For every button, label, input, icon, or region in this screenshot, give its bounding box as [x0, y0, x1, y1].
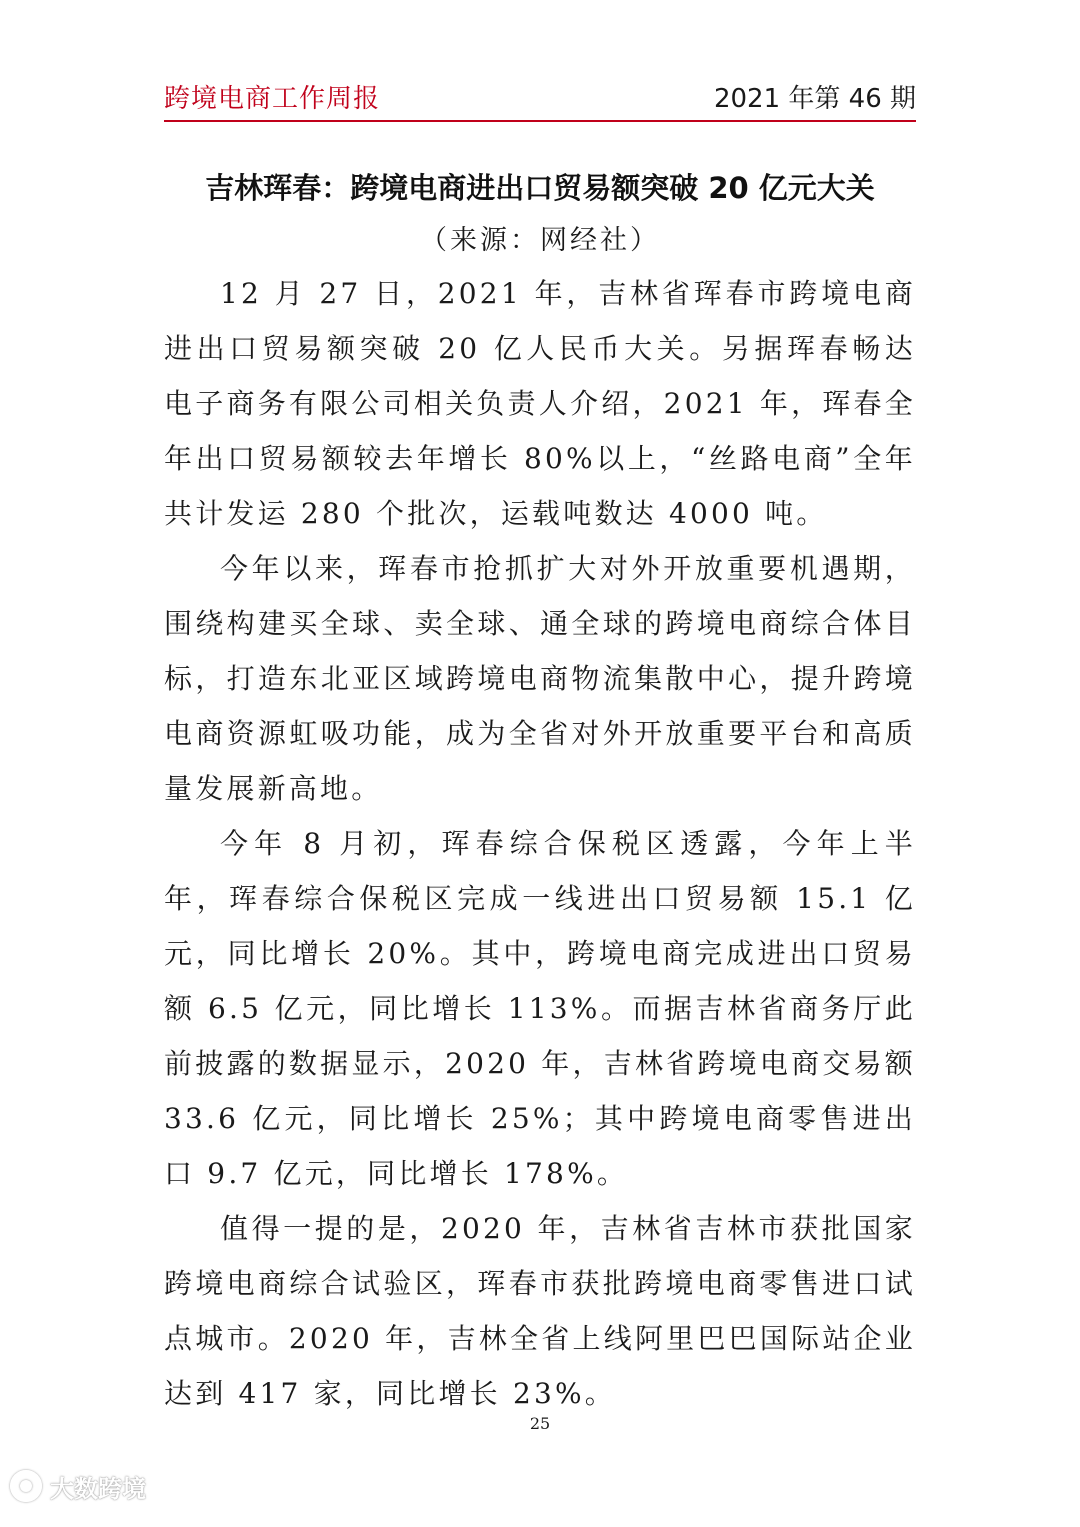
paragraph: 今年以来，珲春市抢抓扩大对外开放重要机遇期，围绕构建买全球、卖全球、通全球的跨境电商综合体目标，打造东北亚区域跨境电商物流集散中心，提升跨境电商资源虹吸功能，成为全省对外开放重要平台和高质量发展新高地。	[164, 552, 916, 805]
watermark	[10, 1466, 146, 1506]
issue-number: 2021 年第 46 期	[713, 84, 916, 114]
publication-name: 跨境电商工作周报	[164, 84, 381, 114]
article-body	[164, 266, 916, 1421]
paragraph: 12 月 27 日，2021 年，吉林省珲春市跨境电商进出口贸易额突破 20 亿人民币大关。另据珲春畅达电子商务有限公司相关负责人介绍，2021 年，珲春全年出口贸易额较去年增长 80%以上，“丝路电商”全年共计发运 280 个批次，运载吨数达 4000 吨。	[164, 277, 916, 530]
paragraph: 值得一提的是，2020 年，吉林省吉林市获批国家跨境电商综合试验区，珲春市获批跨境电商零售进口试点城市。2020 年，吉林全省上线阿里巴巴国际站企业达到 417 家，同比增长 23%。	[164, 1212, 916, 1410]
article-title: 吉林珲春：跨境电商进出口贸易额突破 20 亿元大关	[205, 171, 875, 205]
logo-icon	[10, 1470, 42, 1502]
page-number: 25	[529, 1414, 551, 1433]
paragraph: 今年 8 月初，珲春综合保税区透露，今年上半年，珲春综合保税区完成一线进出口贸易额 15.1 亿元，同比增长 20%。其中，跨境电商完成进出口贸易额 6.5 亿元，同比增长 113%。而据吉林省商务厅此前披露的数据显示，2020 年，吉林省跨境电商交易额 33.6 亿元，同比增长 25%；其中跨境电商零售进出口 9.7 亿元，同比增长 178%。	[164, 827, 916, 1190]
page-header	[164, 74, 916, 122]
watermark-text: 大数跨境	[50, 1474, 146, 1503]
article-source: （来源：网经社）	[420, 225, 660, 256]
